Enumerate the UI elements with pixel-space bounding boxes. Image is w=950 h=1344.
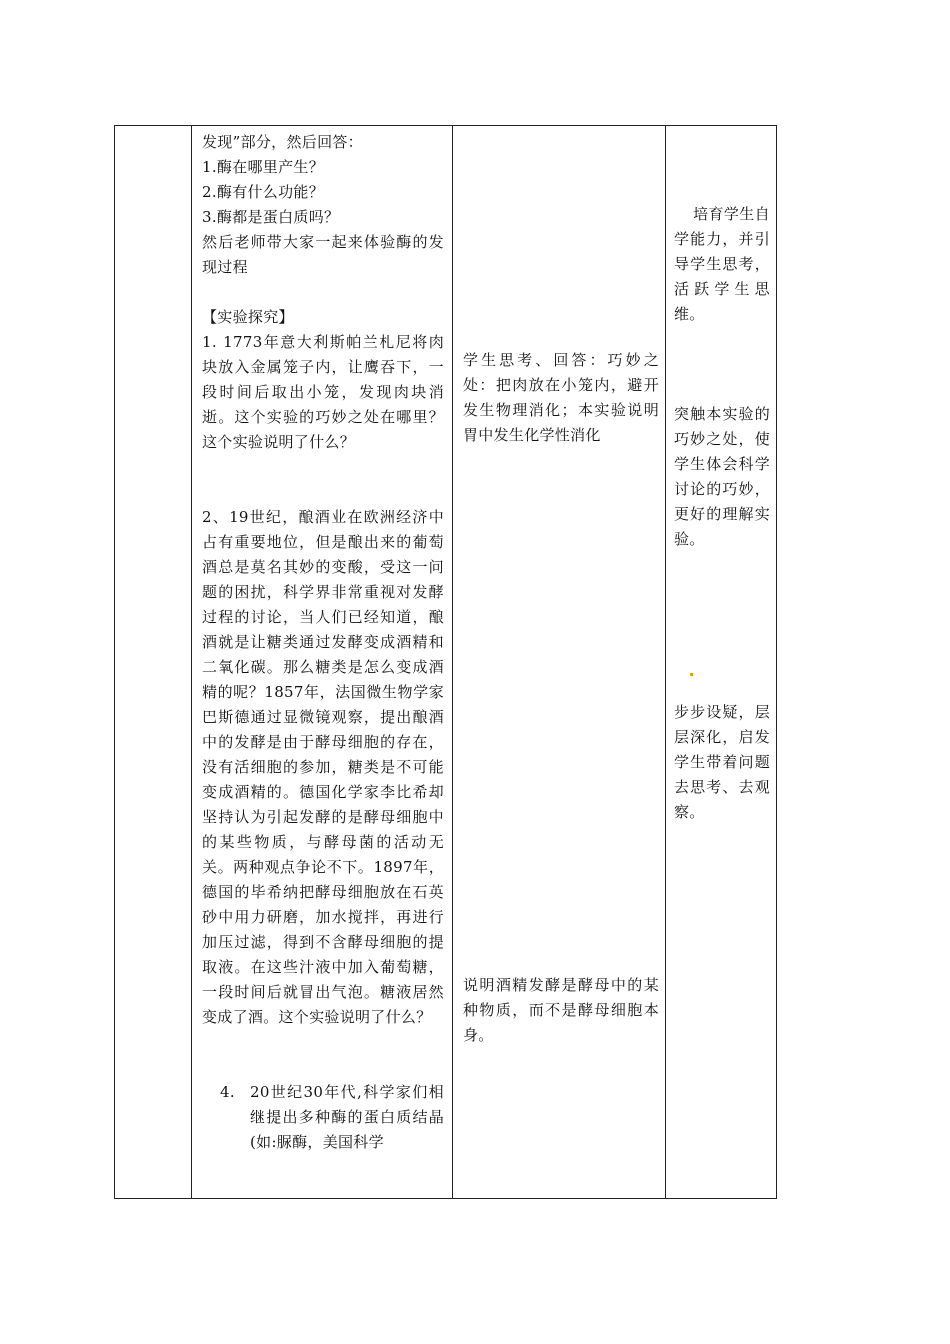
blank-column-cell — [115, 126, 192, 1199]
experiment-1-text: 1. 1773年意大利斯帕兰札尼将肉块放入金属笼子内，让鹰吞下，一段时间后取出小笼，发现肉块消逝。这个实验的巧妙之处在哪里？这个实验说明了什么？ — [202, 333, 444, 451]
section-title: 【实验探究】 — [202, 308, 294, 326]
student-answer-2: 说明酒精发酵是酵母中的某种物质，而不是酵母细胞本身。 — [463, 976, 659, 1044]
purpose-3: 步步设疑，层层深化，启发学生带着问题去思考、去观察。 — [674, 703, 770, 821]
experiment-4 — [202, 1080, 444, 1155]
experiment-4-text: 20世纪30年代,科学家们相继提出多种酶的蛋白质结晶(如:脲酶，美国科学 — [250, 1083, 444, 1151]
marker-dot — [690, 673, 693, 676]
experiment-4-number: 4. — [220, 1083, 235, 1101]
lesson-plan-table — [114, 125, 777, 1199]
question-2: 2.酶有什么功能？ — [202, 183, 325, 201]
table-row — [115, 126, 777, 1199]
question-3: 3.酶都是蛋白质吗？ — [202, 208, 340, 226]
purpose-1: 培育学生自学能力，并引导学生思考，活跃学生思维。 — [674, 205, 770, 323]
teacher-activity-cell — [192, 126, 453, 1199]
question-1: 1.酶在哪里产生？ — [202, 158, 325, 176]
student-activity-cell — [453, 126, 666, 1199]
purpose-2: 突触本实验的巧妙之处，使学生体会科学讨论的巧妙，更好的理解实验。 — [674, 405, 770, 548]
student-answer-1: 学生思考、回答：巧妙之处：把肉放在小笼内，避开发生物理消化；本实验说明胃中发生化学性消化 — [463, 351, 659, 444]
intro-closing: 然后老师带大家一起来体验酶的发现过程 — [202, 233, 444, 276]
design-purpose-cell — [666, 126, 777, 1199]
experiment-2-text: 2、19世纪，酿酒业在欧洲经济中占有重要地位，但是酿出来的葡萄酒总是莫名其妙的变酸，受这一问题的困扰，科学界非常重视对发酵过程的讨论，当人们已经知道，酿酒就是让糖类通过发酵变成酒精和二氧化碳。那么糖类是怎么变成酒精的呢？1857年，法国微生物学家巴斯德通过显微镜观察，提出酿酒中的发酵是由于酵母细胞的存在，没有活细胞的参加，糖类是不可能变成酒精的。德国化学家李比希却坚持认为引起发酵的是酵母细胞中的某些物质，与酵母菌的活动无关。两种观点争论不下。1897年，德国的毕希纳把酵母细胞放在石英砂中用力研磨，加水搅拌，再进行加压过滤，得到不含酵母细胞的提取液。在这些汁液中加入葡萄糖，一段时间后就冒出气泡。糖液居然变成了酒。这个实验说明了什么？ — [202, 508, 444, 1026]
intro-line: 发现”部分，然后回答： — [202, 133, 363, 151]
